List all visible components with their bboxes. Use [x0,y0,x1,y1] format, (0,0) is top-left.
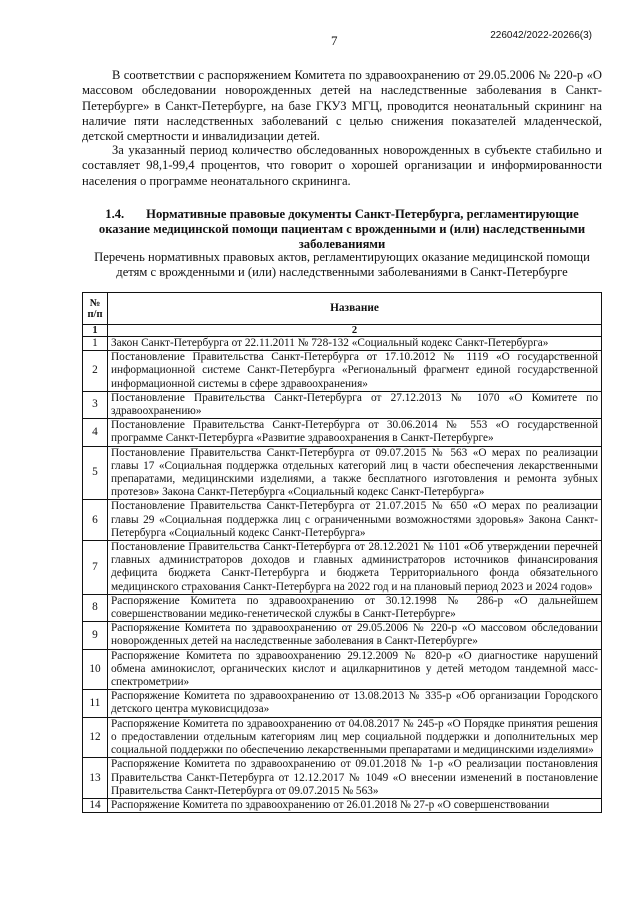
row-number: 13 [83,758,108,799]
row-number: 9 [83,622,108,649]
table-header-row [83,293,602,325]
list-intro: Перечень нормативных правовых актов, регламентирующих оказание медицинской помощи детям с врожденными и (или) наследственными заболеваниями в Санкт-Петербурге [94,250,590,279]
row-number: 10 [83,649,108,690]
paragraph-screening: В соответствии с распоряжением Комитета по здравоохранению от 29.05.2006 № 220-р «О массовом обследовании новорожденных детей на наследственные заболевания в Санкт-Петербурге» в Санкт-Петербурге, на базе ГКУЗ МГЦ, проводится неонатальный скрининг на наличие пяти наследственных заболеваний с целью снижения показателей младенческой, детской смертности и инвалидизации детей. [82,68,602,144]
legal-acts-table [82,292,602,813]
row-act-title: Постановление Правительства Санкт-Петербурга от 21.07.2015 № 650 «О мерах по реализации главы 29 «Социальная поддержка лиц с ограниченными возможностями здоровья» Закона Санкт-Петербурга «Социальный кодекс Санкт-Петербурга» [108,500,602,541]
row-act-title: Распоряжение Комитета по здравоохранению от 30.12.1998 № 286-р «О дальнейшем совершенствовании медико-генетической службы в Санкт-Петербурге» [108,594,602,621]
table-row [83,446,602,500]
column-header-name: Название [108,293,602,325]
row-number: 11 [83,690,108,717]
table-row [83,500,602,541]
table-row [83,351,602,392]
column-header-number: № п/п [83,293,108,325]
row-act-title: Постановление Правительства Санкт-Петербурга от 09.07.2015 № 563 «О мерах по реализации главы 17 «Социальная поддержка отдельных категорий лиц в части обеспечения лекарственными препаратами, медицинскими изделиями, а также бесплатного изготовления и ремонта зубных протезов» Закона Санкт-Петербурга «Социальный кодекс Санкт-Петербурга» [108,446,602,500]
row-act-title: Распоряжение Комитета по здравоохранению от 09.01.2018 № 1-р «О реализации постановления Правительства Санкт-Петербурга от 12.12.2017 № 1049 «О внесении изменений в постановление Правительства Санкт-Петербурга от 09.07.2015 № 563» [108,758,602,799]
row-number: 2 [83,351,108,392]
column-index-cell: 1 [83,325,108,337]
document-code: 226042/2022-20266(3) [490,30,592,41]
row-act-title: Постановление Правительства Санкт-Петербурга от 17.10.2012 № 1119 «О государственной информационной системе Санкт-Петербурга «Региональный фрагмент единой государственной информационной системы в сфере здравоохранения» [108,351,602,392]
page-number: 7 [331,33,338,48]
row-act-title: Закон Санкт-Петербурга от 22.11.2011 № 728-132 «Социальный кодекс Санкт-Петербурга» [108,337,602,351]
row-number: 3 [83,391,108,418]
table-row [83,622,602,649]
row-number: 1 [83,337,108,351]
row-number: 8 [83,594,108,621]
table-row [83,717,602,758]
table-row [83,419,602,446]
table-row [83,758,602,799]
row-act-title: Распоряжение Комитета по здравоохранению от 29.05.2006 № 220-р «О массовом обследовании новорожденных детей на наследственные заболевания в Санкт-Петербурге» [108,622,602,649]
row-act-title: Распоряжение Комитета по здравоохранению 29.12.2009 № 820-р «О диагностике нарушений обмена аминокислот, органических кислот и ацилкарнитинов у детей методом тандемной масс-спектрометрии» [108,649,602,690]
row-number: 4 [83,419,108,446]
column-index-cell: 2 [108,325,602,337]
section-title: Нормативные правовые документы Санкт-Петербурга, регламентирующие оказание медицинской помощи пациентам с врожденными и (или) наследственными заболеваниями [98,207,586,251]
paragraph-coverage: За указанный период количество обследованных новорожденных в субъекте стабильно и составляет 98,1-99,4 процентов, что говорит о хорошей организации и информированности населения о программе неонатального скрининга. [82,143,602,188]
table-row [83,798,602,812]
table-row [83,337,602,351]
row-act-title: Распоряжение Комитета по здравоохранению от 04.08.2017 № 245-р «О Порядке принятия решения о предоставлении отдельным категориям лиц мер социальной поддержки и дополнительных мер социальной поддержки по обеспечению лекарственными препаратами и медицинскими изделиями» [108,717,602,758]
row-act-title: Постановление Правительства Санкт-Петербурга от 28.12.2021 № 1101 «Об утверждении перечней главных администраторов доходов и главных администраторов источников финансирования дефицита бюджета Санкт-Петербурга и бюджета Территориального фонда обязательного медицинского страхования Санкт-Петербурга на 2022 год и на плановый период 2023 и 2024 годов» [108,541,602,595]
table-row [83,690,602,717]
column-index-row [83,325,602,337]
row-act-title: Распоряжение Комитета по здравоохранению от 26.01.2018 № 27-р «О совершенствовании [108,798,602,812]
row-number: 12 [83,717,108,758]
row-number: 6 [83,500,108,541]
row-number: 14 [83,798,108,812]
table-row [83,391,602,418]
row-act-title: Постановление Правительства Санкт-Петербурга от 30.06.2014 № 553 «О государственной программе Санкт-Петербурга «Развитие здравоохранения в Санкт-Петербурге» [108,419,602,446]
table-row [83,649,602,690]
row-number: 7 [83,541,108,595]
row-number: 5 [83,446,108,500]
section-heading [86,207,598,252]
row-act-title: Распоряжение Комитета по здравоохранению от 13.08.2013 № 335-р «Об организации Городского детского центра муковисцидоза» [108,690,602,717]
section-number: 1.4. [105,207,125,221]
row-act-title: Постановление Правительства Санкт-Петербурга от 27.12.2013 № 1070 «О Комитете по здравоохранению» [108,391,602,418]
table-row [83,594,602,621]
table-row [83,541,602,595]
